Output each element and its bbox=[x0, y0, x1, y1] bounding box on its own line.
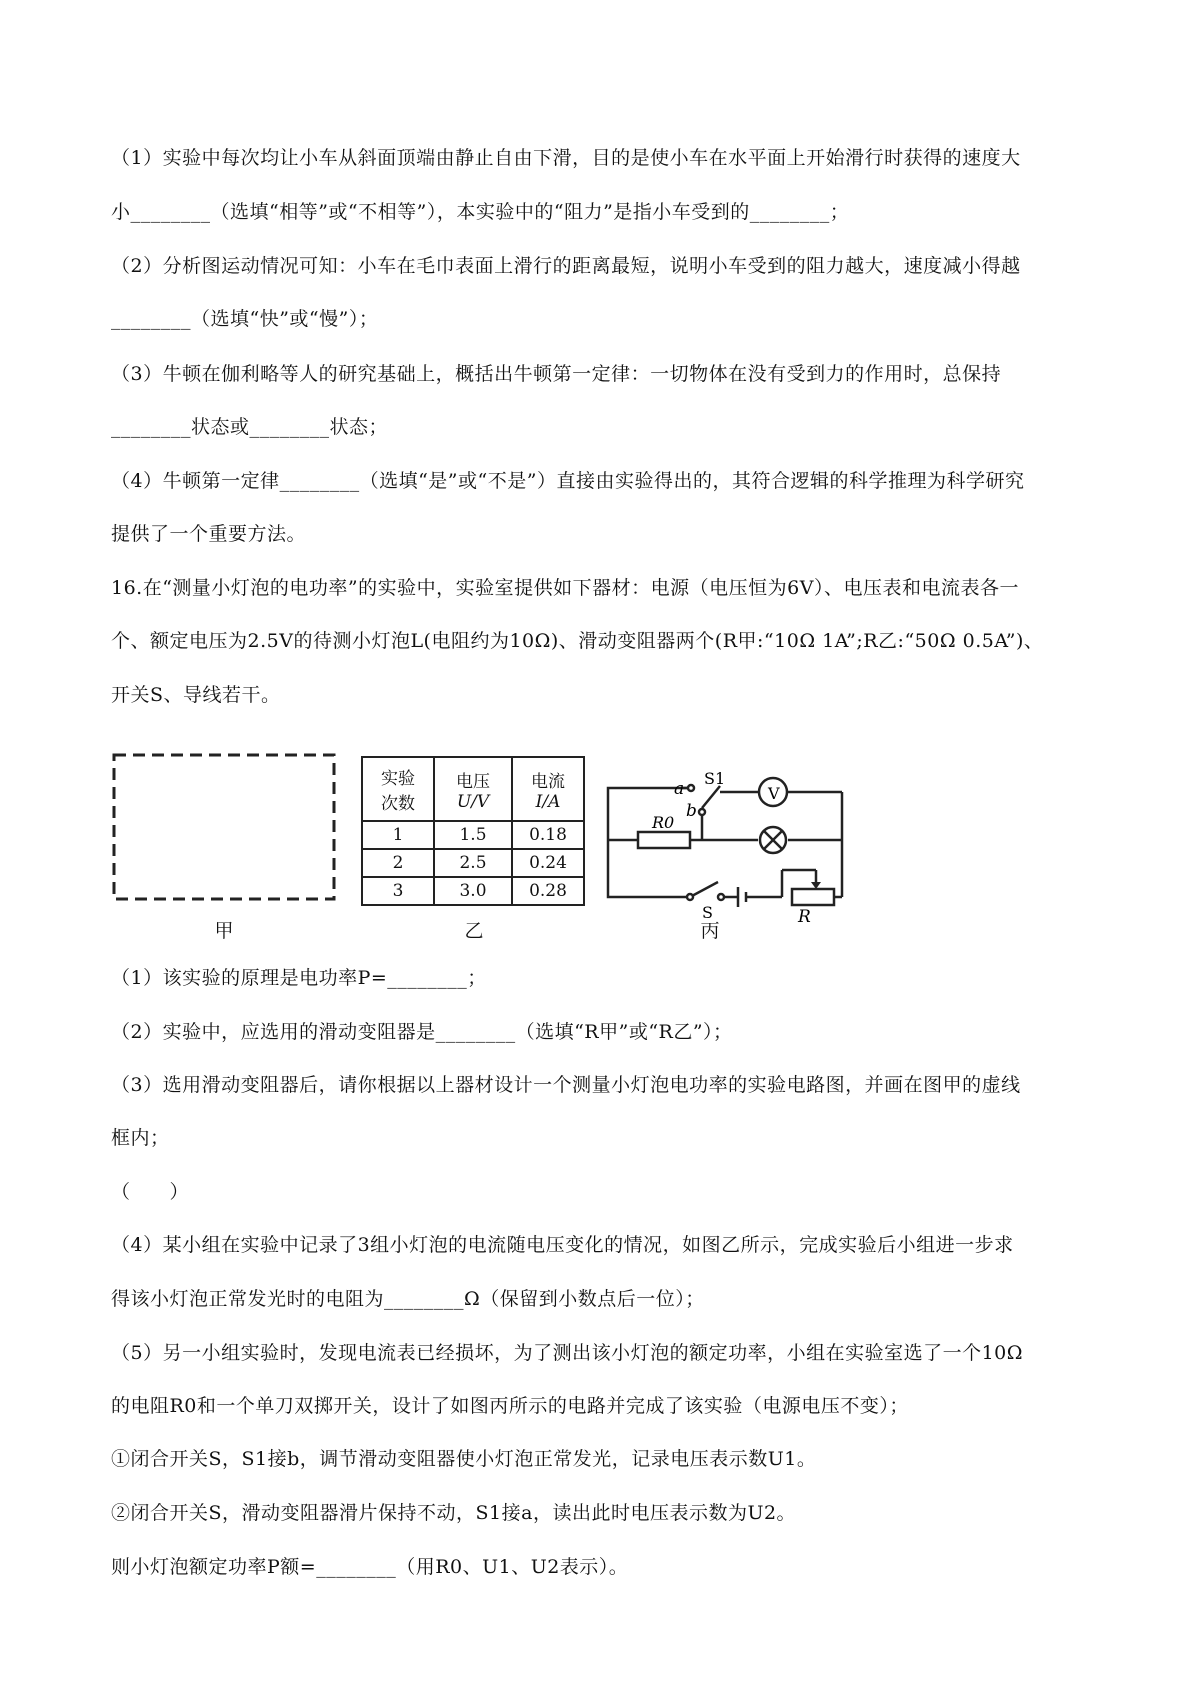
table-cell: 0.28 bbox=[512, 877, 584, 905]
text-line: ________状态或________状态； bbox=[111, 416, 389, 438]
question-16-line: 16.在“测量小灯泡的电功率”的实验中，实验室提供如下器材：电源（电压恒为6V）、电压表和电流表各一 bbox=[111, 577, 1019, 599]
text-line: （2）分析图运动情况可知：小车在毛巾表面上滑行的距离最短，说明小车受到的阻力越大，速度减小得越 bbox=[111, 255, 1021, 277]
text-line: 个、额定电压为2.5V的待测小灯泡L(电阻约为10Ω)、滑动变阻器两个(R甲:“10Ω 1A”;R乙:“50Ω 0.5A”)、 bbox=[111, 630, 1044, 652]
table-cell: 2.5 bbox=[434, 849, 512, 877]
text-line: （3）选用滑动变阻器后，请你根据以上器材设计一个测量小灯泡电功率的实验电路图，并画在图甲的虚线 bbox=[111, 1074, 1021, 1096]
table-row bbox=[362, 849, 584, 877]
text-line: （4）牛顿第一定律________（选填“是”或“不是”）直接由实验得出的，其符合逻辑的科学推理为科学研究 bbox=[111, 470, 1025, 492]
text-line: 的电阻R0和一个单刀双掷开关，设计了如图丙所示的电路并完成了该实验（电源电压不变）； bbox=[111, 1395, 909, 1417]
table-row bbox=[362, 877, 584, 905]
rheostat-r-label: R bbox=[798, 907, 811, 927]
table-header-cell: 电流 I/A bbox=[512, 757, 584, 821]
table-cell: 0.18 bbox=[512, 821, 584, 849]
dashed-box-figure bbox=[111, 752, 337, 902]
text-line: 则小灯泡额定功率P额=________（用R0、U1、U2表示）。 bbox=[111, 1556, 629, 1578]
text-line: （4）某小组在实验中记录了3组小灯泡的电流随电压变化的情况，如图乙所示，完成实验后小组进一步求 bbox=[111, 1234, 1014, 1256]
table-cell: 3 bbox=[362, 877, 434, 905]
contact-b-label: b bbox=[686, 801, 697, 821]
text-line: 开关S、导线若干。 bbox=[111, 684, 281, 706]
table-cell: 3.0 bbox=[434, 877, 512, 905]
text-line: ①闭合开关S，S1接b，调节滑动变阻器使小灯泡正常发光，记录电压表示数U1。 bbox=[111, 1448, 817, 1470]
contact-a-label: a bbox=[674, 779, 685, 799]
table-header-cell: 电压 U/V bbox=[434, 757, 512, 821]
table-cell: 1 bbox=[362, 821, 434, 849]
text-line: 得该小灯泡正常发光时的电阻为________Ω（保留到小数点后一位）； bbox=[111, 1288, 705, 1310]
text-line: （2）实验中，应选用的滑动变阻器是________（选填“R甲”或“R乙”）； bbox=[111, 1021, 733, 1043]
circuit-diagram bbox=[598, 752, 1058, 927]
text-line: 提供了一个重要方法。 bbox=[111, 523, 307, 545]
text-line: （5）另一小组实验时，发现电流表已经损坏，为了测出该小灯泡的额定功率，小组在实验室选了一个10Ω bbox=[111, 1342, 1024, 1364]
voltmeter-label: V bbox=[768, 784, 780, 803]
figure-yi-caption: 乙 bbox=[464, 920, 484, 942]
table-cell: 0.24 bbox=[512, 849, 584, 877]
figure-jia bbox=[111, 752, 337, 902]
switch-s-label: S bbox=[702, 903, 713, 922]
table-header-row bbox=[362, 757, 584, 821]
text-line: ②闭合开关S，滑动变阻器滑片保持不动，S1接a，读出此时电压表示数为U2。 bbox=[111, 1502, 797, 1524]
answer-blank: （ ） bbox=[111, 1181, 190, 1203]
figure-bing-caption: 丙 bbox=[700, 920, 720, 942]
resistor-r0-label: R0 bbox=[652, 813, 675, 832]
table-cell: 1.5 bbox=[434, 821, 512, 849]
text-line: ________（选填“快”或“慢”）； bbox=[111, 308, 379, 330]
figure-yi bbox=[361, 756, 585, 906]
text-line: 小________（选填“相等”或“不相等”），本实验中的“阻力”是指小车受到的________； bbox=[111, 201, 850, 223]
text-line: （3）牛顿在伽利略等人的研究基础上，概括出牛顿第一定律：一切物体在没有受到力的作用时，总保持 bbox=[111, 363, 1002, 385]
data-table bbox=[361, 756, 585, 906]
text-line: 框内； bbox=[111, 1127, 170, 1149]
table-row bbox=[362, 821, 584, 849]
figure-bing bbox=[598, 752, 1058, 927]
text-line: （1）实验中每次均让小车从斜面顶端由静止自由下滑，目的是使小车在水平面上开始滑行时获得的速度大 bbox=[111, 147, 1021, 169]
text-line: （1）该实验的原理是电功率P=________； bbox=[111, 967, 487, 989]
table-cell: 2 bbox=[362, 849, 434, 877]
table-header-cell: 实验 次数 bbox=[362, 757, 434, 821]
figure-jia-caption: 甲 bbox=[214, 920, 234, 942]
switch-s1-label: S1 bbox=[704, 769, 726, 788]
